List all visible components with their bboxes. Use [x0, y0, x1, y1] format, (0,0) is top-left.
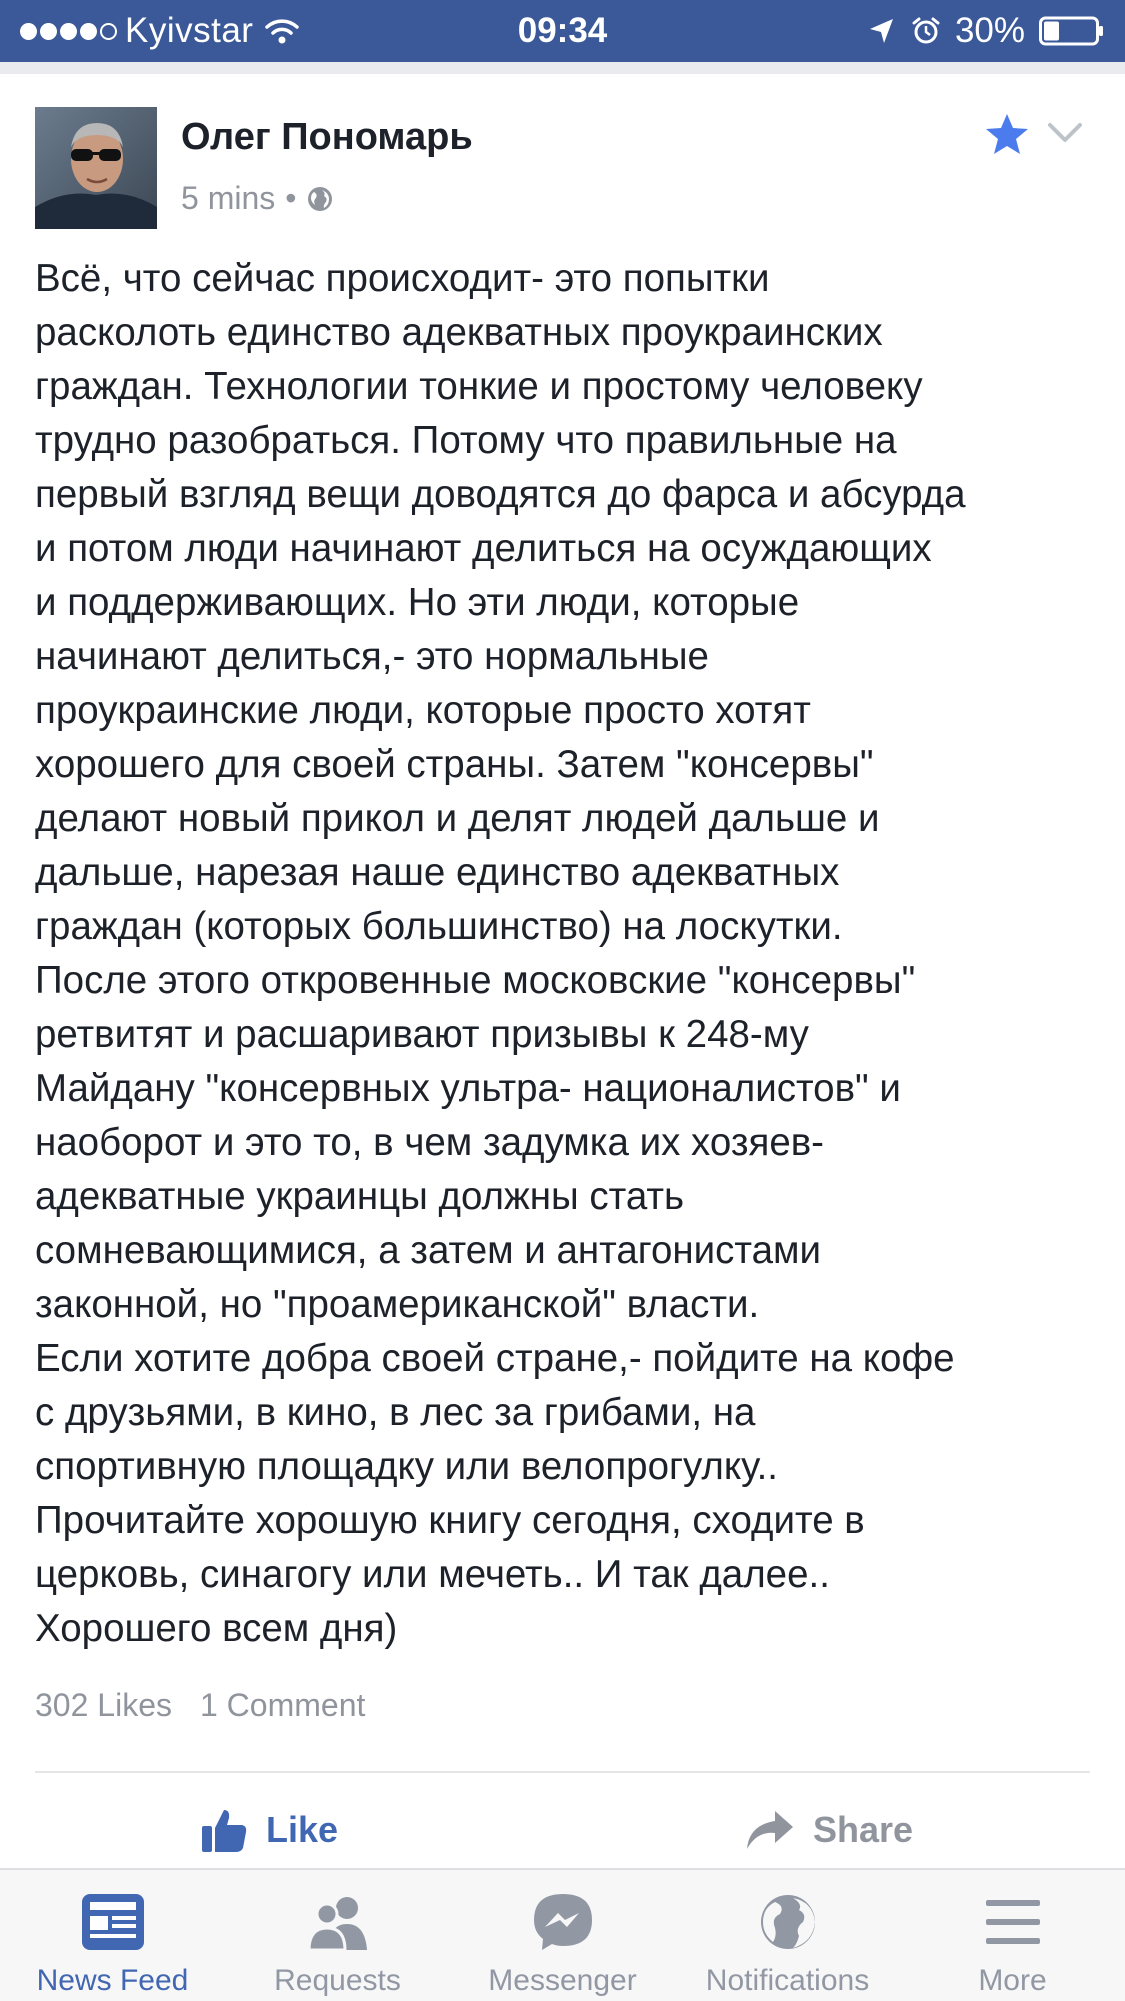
post-engagement-counts: [35, 1687, 365, 1724]
chevron-down-icon[interactable]: [1046, 120, 1084, 146]
post-text-line: расколоть единство адекватных проукраинских: [35, 311, 883, 354]
post-text-line: наоборот и это то, в чем задумка их хозяев-: [35, 1121, 825, 1164]
post-text-line: хорошего для своей страны. Затем "консервы": [35, 743, 874, 786]
tab-label: Notifications: [705, 1964, 870, 1997]
post-text-line: адекватные украинцы должны стать: [35, 1175, 685, 1218]
bottom-tab-bar: [0, 1868, 1125, 2001]
post-text-line: Всё, что сейчас происходит- это попытки: [35, 257, 770, 300]
tab-label: More: [978, 1964, 1047, 1997]
share-button[interactable]: [745, 1800, 913, 1860]
post-text-line: проукраинские люди, которые просто хотят: [35, 689, 811, 732]
globe-icon: [306, 185, 334, 213]
post-text-line: Майдану "консервных ультра- националистов" и: [35, 1067, 901, 1110]
post-text-line: Если хотите добра своей стране,- пойдите на кофе: [35, 1337, 955, 1380]
post-text-line: законной, но "проамериканской" власти.: [35, 1283, 760, 1326]
post-text-line: После этого откровенные московские "консервы": [35, 959, 916, 1002]
post-text-line: с друзьями, в кино, в лес за грибами, на: [35, 1391, 756, 1434]
battery-percentage: 30%: [954, 11, 1025, 50]
messenger-icon: [530, 1892, 596, 1952]
feed-separator: [0, 62, 1125, 74]
post-text-line: и поддерживающих. Но эти люди, которые: [35, 581, 800, 624]
post-text-line: сомневающимися, а затем и антагонистами: [35, 1229, 821, 1272]
friend-requests-icon: [305, 1892, 371, 1952]
post-text-line: церковь, синагогу или мечеть.. И так далее..: [35, 1553, 830, 1596]
post-text-line: спортивную площадку или велопрогулку..: [35, 1445, 778, 1488]
post-text-line: и потом люди начинают делиться на осуждающих: [35, 527, 932, 570]
news-feed-icon: [80, 1892, 146, 1952]
likes-count[interactable]: 302 Likes: [35, 1687, 172, 1723]
post-text-line: Хорошего всем дня): [35, 1607, 398, 1650]
tab-more[interactable]: [900, 1870, 1125, 2001]
thumbs-up-icon: [200, 1806, 248, 1854]
like-button[interactable]: [200, 1800, 338, 1860]
tab-messenger[interactable]: [450, 1870, 675, 2001]
post-text-line: граждан (которых большинство) на лоскутки.: [35, 905, 843, 948]
tab-notifications[interactable]: [675, 1870, 900, 2001]
post-timestamp[interactable]: 5 mins: [181, 180, 276, 216]
notifications-globe-icon: [755, 1892, 821, 1952]
tab-label: Messenger: [488, 1964, 637, 1997]
location-arrow-icon: [867, 16, 897, 46]
status-time: 09:34: [517, 11, 608, 50]
post-text-line: граждан. Технологии тонкие и простому человеку: [35, 365, 923, 408]
alarm-clock-icon: [911, 16, 941, 46]
status-bar: [0, 0, 1125, 62]
post-text-line: ретвитят и расшаривают призывы к 248-му: [35, 1013, 809, 1056]
post-author-name[interactable]: Олег Пономарь: [181, 116, 473, 158]
tab-requests[interactable]: [225, 1870, 450, 2001]
post-text-line: Прочитайте хорошую книгу сегодня, сходите в: [35, 1499, 865, 1542]
menu-icon: [980, 1892, 1046, 1952]
author-avatar[interactable]: [35, 107, 157, 229]
meta-separator: •: [285, 180, 297, 216]
tab-label: Requests: [274, 1964, 401, 1997]
carrier-name: Kyivstar: [125, 11, 254, 50]
divider: [35, 1771, 1090, 1773]
post-text-line: делают новый прикол и делят людей дальше и: [35, 797, 880, 840]
star-icon[interactable]: [984, 112, 1030, 156]
post-text-line: трудно разобраться. Потому что правильные на: [35, 419, 897, 462]
post-meta: [181, 180, 334, 217]
share-arrow-icon: [745, 1809, 795, 1851]
post-text-line: первый взгляд вещи доводятся до фарса и абсурда: [35, 473, 966, 516]
battery-icon: [1039, 16, 1105, 46]
status-right: [867, 0, 1105, 62]
post-body-text: [35, 252, 1105, 1656]
like-label: Like: [266, 1809, 339, 1850]
profile-photo: [35, 107, 157, 229]
post-text-line: начинают делиться,- это нормальные: [35, 635, 709, 678]
tab-label: News Feed: [36, 1964, 189, 1997]
tab-news-feed[interactable]: [0, 1870, 225, 2001]
post-text-line: дальше, нарезая наше единство адекватных: [35, 851, 840, 894]
comments-count[interactable]: 1 Comment: [199, 1687, 366, 1723]
share-label: Share: [813, 1809, 914, 1850]
